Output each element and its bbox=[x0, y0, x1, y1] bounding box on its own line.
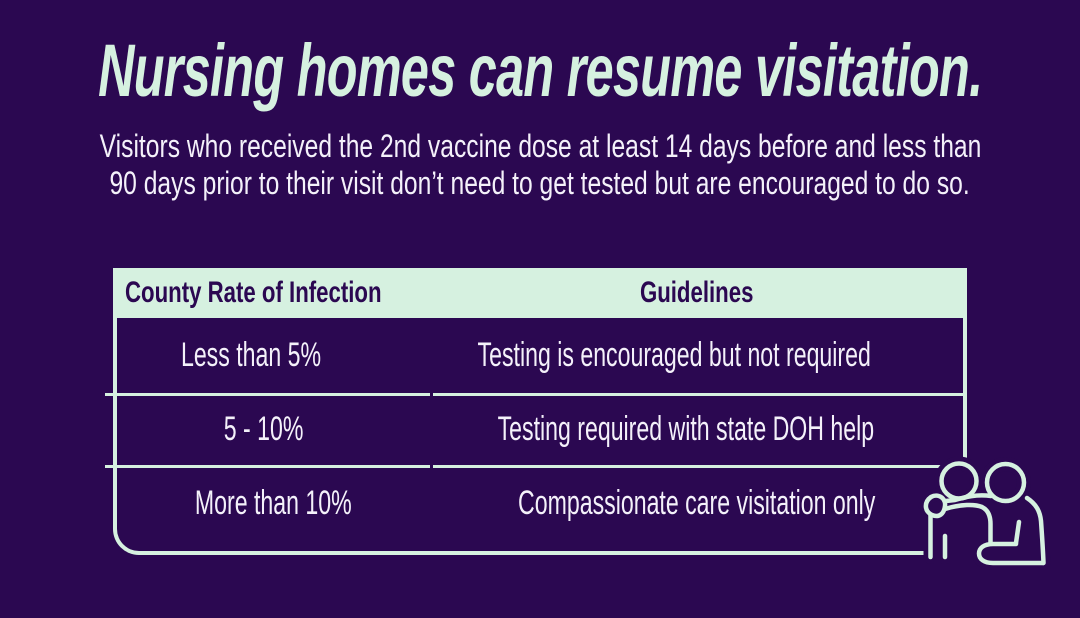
table-row bbox=[117, 393, 963, 465]
rate-cell bbox=[117, 393, 409, 465]
caregiver-icon-body-fill bbox=[932, 496, 1041, 560]
row-divider bbox=[105, 465, 965, 468]
caregiver-icon bbox=[915, 448, 1055, 573]
table-header-row bbox=[117, 268, 963, 318]
page-title-row bbox=[0, 29, 1080, 112]
guideline-value: Testing required with state DOH help bbox=[497, 409, 875, 448]
page-title: Nursing homes can resume visitation. bbox=[97, 29, 983, 112]
rate-value: More than 10% bbox=[195, 483, 352, 522]
rate-value: Less than 5% bbox=[180, 336, 321, 374]
rate-cell bbox=[117, 318, 385, 393]
rate-cell bbox=[117, 465, 430, 541]
column-header-guidelines-label: Guidelines bbox=[639, 276, 754, 309]
column-divider-notch bbox=[430, 465, 433, 468]
row-divider bbox=[105, 393, 965, 396]
guideline-value: Compassionate care visitation only bbox=[517, 483, 876, 522]
column-header-guidelines bbox=[430, 268, 963, 318]
subtitle-line-2: 90 days prior to their visit don’t need to get tested but are encouraged to do so. bbox=[109, 165, 971, 201]
column-divider-notch bbox=[430, 393, 433, 396]
guideline-cell bbox=[430, 465, 963, 541]
subtitle-row-1 bbox=[0, 128, 1080, 165]
guidelines-table bbox=[113, 268, 967, 555]
column-header-county-rate-label: County Rate of Infection bbox=[125, 276, 382, 309]
table-row bbox=[117, 465, 963, 551]
guideline-cell bbox=[385, 318, 963, 393]
subtitle-line-1: Visitors who received the 2nd vaccine dose at least 14 days before and less than bbox=[99, 128, 981, 164]
guideline-cell bbox=[409, 393, 963, 465]
rate-value: 5 - 10% bbox=[223, 409, 303, 448]
subtitle-row-2 bbox=[0, 165, 1080, 202]
table-row bbox=[117, 318, 963, 393]
column-header-county-rate bbox=[117, 268, 430, 318]
guideline-value: Testing is encouraged but not required bbox=[477, 336, 871, 374]
